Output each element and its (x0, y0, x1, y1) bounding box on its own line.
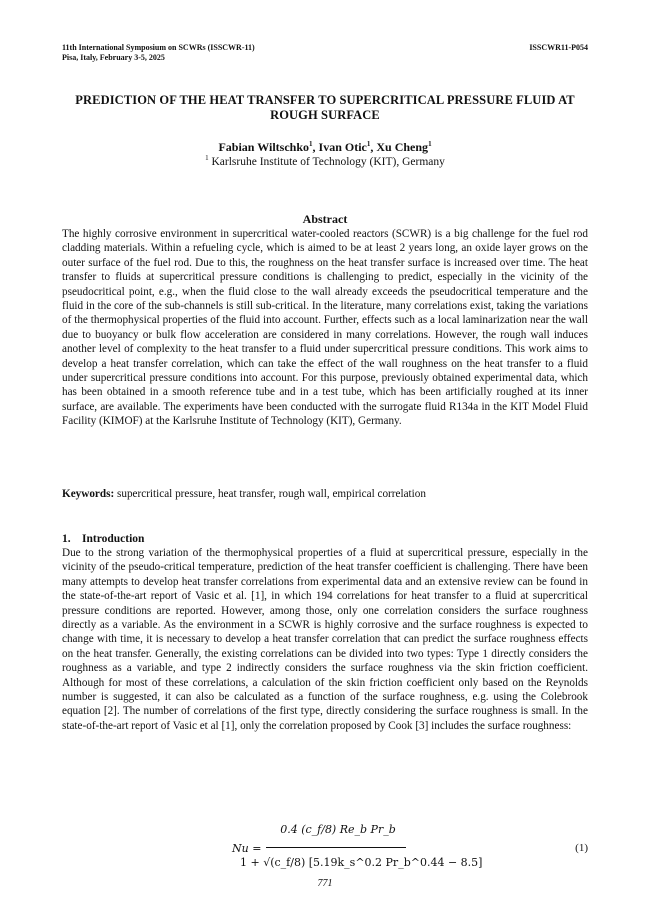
section-title: Introduction (82, 533, 145, 545)
author-name: Ivan Otic (318, 140, 367, 154)
author-affiliation-mark: 1 (428, 140, 432, 148)
affiliation (62, 155, 588, 169)
keywords (62, 487, 588, 501)
section-number: 1. (62, 533, 71, 545)
introduction-text: Due to the strong variation of the thermophysical properties of a fluid at supercritical pressure, especially in the vicinity of the pseudo-critical temperature, prediction of the heat transfer coefficient is challenging. There have been many attempts to develop heat transfer correlations from experimental data and an extensive review can be found in the state-of-the-art report of Vasic et al. [1], in which 194 correlations for heat transfer to a fluid at supercritical pressure conditions are reported. However, among those, only one correlation considers the surface roughness directly as a variable. As the environment in a SCWR is highly corrosive and the surface roughness is expected to change with time, it is necessary to develop a heat transfer correlation that can predict the surface roughness effects on the heat transfer. Generally, the existing correlations can be divided into two types: Type 1 directly considers the roughness as a variable, and type 2 indirectly considers the surface roughness via the skin friction coefficient. Although for most of these correlations, a calculation of the skin friction coefficient only based on the Reynolds number is suggested, it can also be calculated as a function of the surface roughness, e.g. using the Colebrook equation [2]. The number of correlations of the first type, directly considering the surface roughness is small. In the state-of-the-art report of Vasic et al [1], only the correlation proposed by Cook [3] includes the surface roughness: (62, 547, 588, 732)
conference-header (62, 43, 255, 63)
conference-name: 11th International Symposium on SCWRs (ISSCWR-11) (62, 43, 255, 52)
fraction-bar (266, 847, 406, 848)
keywords-label: Keywords: (62, 488, 115, 500)
paper-id: ISSCWR11-P054 (529, 43, 588, 52)
author-name: Fabian Wiltschko (218, 140, 310, 154)
equation-lhs: Nu = (232, 842, 262, 855)
affiliation-text: Karlsruhe Institute of Technology (KIT), Germany (211, 156, 445, 168)
abstract-heading: Abstract (302, 212, 348, 226)
title-line-1: PREDICTION OF THE HEAT TRANSFER TO SUPERCRITICAL PRESSURE FLUID AT (75, 93, 575, 107)
author-affiliation-mark: 1 (309, 140, 313, 148)
paper-title (62, 93, 588, 123)
conference-location-date: Pisa, Italy, February 3-5, 2025 (62, 53, 165, 62)
title-line-2: ROUGH SURFACE (270, 108, 380, 122)
section-heading (62, 532, 144, 546)
page-number: 771 (317, 878, 333, 889)
author-affiliation-mark: 1 (366, 140, 371, 148)
equation-numerator: 0.4 (c_f/8) Re_b Pr_b (280, 823, 396, 836)
affiliation-mark: 1 (205, 154, 209, 162)
keywords-text: supercritical pressure, heat transfer, rough wall, empirical correlation (117, 488, 426, 500)
equation-cook (232, 818, 483, 878)
equation-number: (1) (575, 842, 588, 854)
author-name: Xu Cheng (376, 140, 429, 154)
author-list: Fabian Wiltschko$^1$, Ivan Otic$^1$, Xu Cheng$^1$ (218, 140, 432, 154)
equation-denominator: 1 + √(c_f/8) [5.19k_s^0.2 Pr_b^0.44 − 8.5] (240, 856, 483, 869)
abstract-text: The highly corrosive environment in supercritical water-cooled reactors (SCWR) is a big challenge for the fuel rod cladding materials. Within a refueling cycle, which is aimed to be at least 2 years long, an oxide layer grows on the outer surface of the fuel rod. Due to this, the roughness on the heat transfer surface is increased over time. The heat transfer to fluids at supercritical pressure conditions is challenging to predict, especially in the vicinity of the pseudocritical point, e.g., when the fluid close to the wall already exceeds the pseudocritical temperature and the fluid in the core of the sub-channels is still sub-critical. In the literature, many correlations exist, taking the variations of the thermophysical properties of the fluid into account. Further, effects such as a local laminarization near the wall due to buoyancy or bulk flow acceleration are considered in many correlations. However, the rough wall induces another level of complexity to the heat transfer to a fluid under supercritical pressure conditions. This work aims to develop a heat transfer correlation, which can take the effect of the wall roughness on the heat transfer to a fluid under supercritical pressure conditions into account. For this purpose, previously obtained experimental data, which has been obtained in a smooth reference tube and in a test tube, which has been artificially roughed at its inner surface, are available. The experiments have been conducted with the surrogate fluid R134a in the KIT Model Fluid Facility (KIMOF) at the Karlsruhe Institute of Technology (KIT), Germany. (62, 228, 588, 428)
